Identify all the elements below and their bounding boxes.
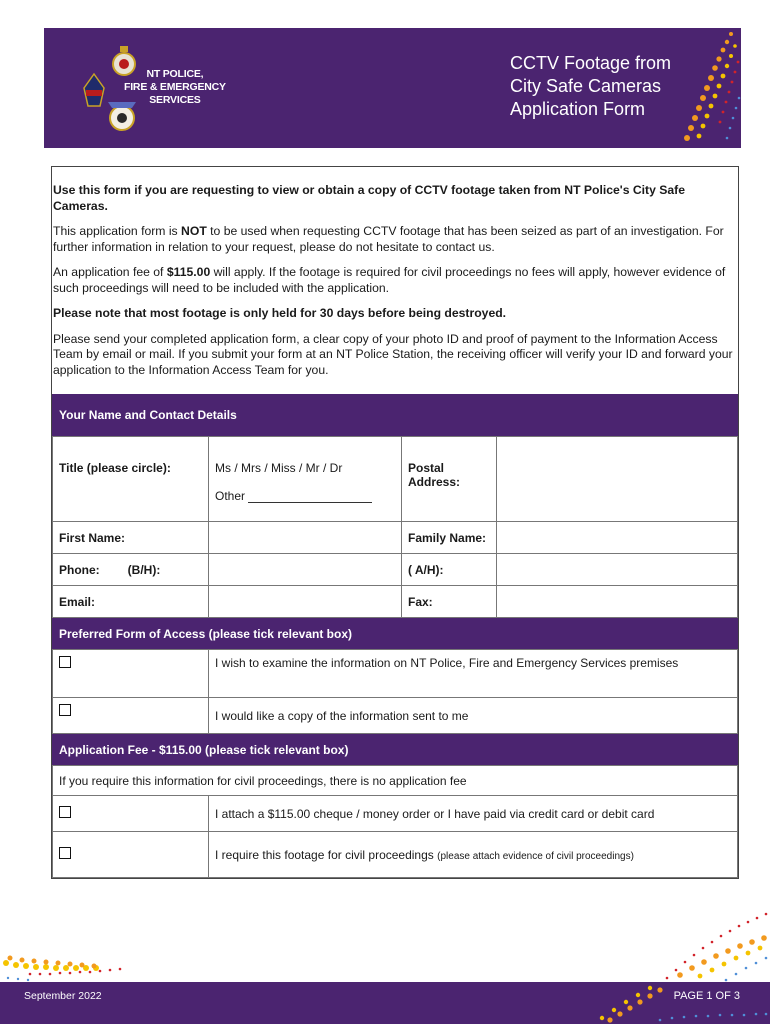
email-field[interactable] — [209, 586, 402, 618]
decorative-dot-waves-icon — [0, 908, 770, 982]
phone-ah-label: ( A/H): — [402, 554, 497, 586]
first-name-field[interactable] — [209, 522, 402, 554]
phone-label: Phone: (B/H): — [53, 554, 209, 586]
access-option-2-cell[interactable] — [53, 698, 209, 734]
fee-option-1-cell[interactable] — [53, 796, 209, 832]
header-banner — [44, 28, 741, 148]
footer-date: September 2022 — [24, 990, 102, 1002]
footer-decorative-dots-icon — [580, 982, 770, 1024]
contact-details-table — [52, 436, 738, 618]
postal-address-label: Postal Address: — [402, 437, 497, 522]
fee-option-2-cell[interactable] — [53, 832, 209, 878]
intro-paragraph-3: An application fee of $115.00 will apply. If the footage is required for civil proceedings no fees will apply, however evidence of such proceedings will need to be included with the application. — [53, 265, 726, 295]
intro-paragraph-4: Please note that most footage is only held for 30 days before being destroyed. — [53, 306, 507, 320]
decorative-dots-icon — [661, 28, 741, 148]
title-other[interactable]: Other — [215, 489, 395, 503]
access-table — [52, 649, 738, 734]
access-option-2-label: I would like a copy of the information sent to me — [209, 698, 738, 734]
fax-label: Fax: — [402, 586, 497, 618]
form-title: CCTV Footage from City Safe Cameras Application Form — [510, 53, 672, 119]
footer-page-number: PAGE 1 OF 3 — [673, 990, 740, 1002]
access-option-1-label: I wish to examine the information on NT Police, Fire and Emergency Services premises — [209, 650, 738, 698]
access-option-1-cell[interactable] — [53, 650, 209, 698]
fee-option-2-label: I require this footage for civil proceedings (please attach evidence of civil proceedings) — [209, 832, 738, 878]
title-options-cell[interactable] — [209, 437, 402, 522]
instructions — [52, 167, 738, 394]
fax-field[interactable] — [497, 586, 738, 618]
phone-bh-field[interactable] — [209, 554, 402, 586]
access-option-2-checkbox[interactable] — [59, 704, 71, 716]
fee-option-1-checkbox[interactable] — [59, 806, 71, 818]
access-heading: Preferred Form of Access (please tick relevant box) — [52, 618, 738, 649]
fee-option-2-checkbox[interactable] — [59, 847, 71, 859]
first-name-label: First Name: — [53, 522, 209, 554]
application-form-box — [51, 166, 739, 879]
organisation-name: NT POLICE, FIRE & EMERGENCY SERVICES — [124, 68, 226, 106]
contact-details-heading: Your Name and Contact Details — [52, 394, 738, 436]
access-option-1-checkbox[interactable] — [59, 656, 71, 668]
family-name-field[interactable] — [497, 522, 738, 554]
email-label: Email: — [53, 586, 209, 618]
postal-address-field[interactable] — [497, 437, 738, 522]
family-name-label: Family Name: — [402, 522, 497, 554]
intro-paragraph-2: This application form is NOT to be used when requesting CCTV footage that has been seized as part of an investigation. For further information in relation to your request, please do not hesitate to contact us. — [53, 224, 724, 254]
fee-heading: Application Fee - $115.00 (please tick relevant box) — [52, 734, 738, 765]
title-options[interactable]: Ms / Mrs / Miss / Mr / Dr — [215, 461, 343, 475]
footer-bar — [0, 982, 770, 1024]
title-label: Title (please circle): — [53, 437, 209, 522]
fee-note: If you require this information for civil proceedings, there is no application fee — [53, 766, 738, 796]
title-other-field[interactable] — [248, 502, 372, 503]
fee-option-1-label: I attach a $115.00 cheque / money order or I have paid via credit card or debit card — [209, 796, 738, 832]
fee-table — [52, 765, 738, 878]
intro-paragraph-1: Use this form if you are requesting to view or obtain a copy of CCTV footage taken from NT Police's City Safe Cameras. — [53, 183, 686, 213]
phone-ah-field[interactable] — [497, 554, 738, 586]
intro-paragraph-5: Please send your completed application form, a clear copy of your photo ID and proof of payment to the Information Access Team by email or mail. If you submit your form at an NT Police Station, the receiving officer will verify your ID and forward your application to the Information Access Team for you. — [53, 331, 733, 377]
